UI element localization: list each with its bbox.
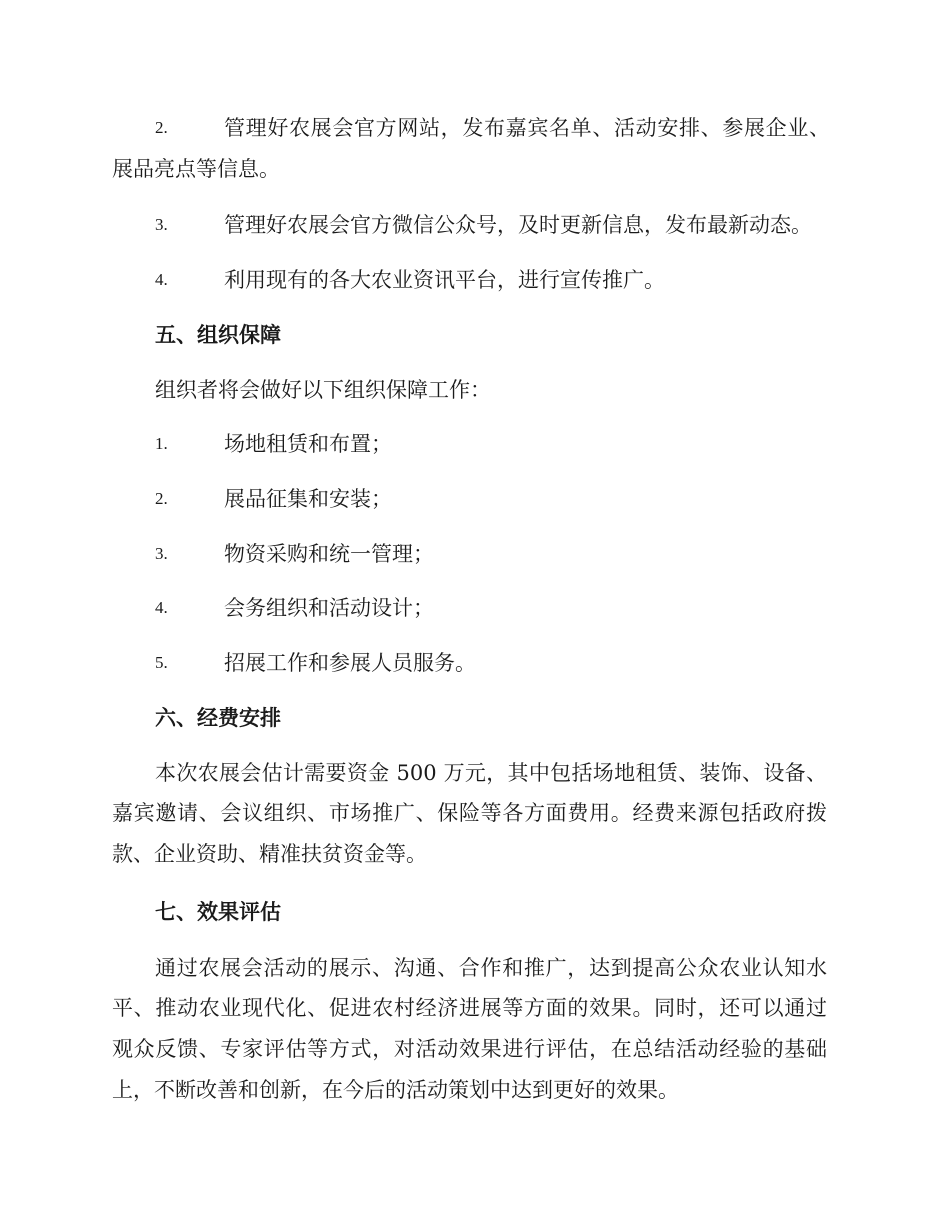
- list-item-number: 5.: [155, 653, 168, 672]
- list-item-number: 1.: [155, 434, 168, 453]
- section-heading: 七、效果评估: [155, 900, 281, 924]
- section-intro: 组织者将会做好以下组织保障工作：: [155, 378, 491, 402]
- list-item-text: 利用现有的各大农业资讯平台，进行宣传推广。: [224, 268, 665, 292]
- section-heading: 五、组织保障: [155, 323, 281, 347]
- paragraph-line: 平、推动农业现代化、促进农村经济进展等方面的效果。同时，还可以通过: [112, 996, 827, 1020]
- paragraph-line: 观众反馈、专家评估等方式，对活动效果进行评估，在总结活动经验的基础: [112, 1037, 827, 1061]
- paragraph-line: 款、企业资助、精准扶贫资金等。: [112, 842, 427, 866]
- paragraph-line: 嘉宾邀请、会议组织、市场推广、保险等各方面费用。经费来源包括政府拨: [112, 801, 827, 825]
- list-item-text: 场地租赁和布置；: [224, 432, 392, 456]
- paragraph-line: 通过农展会活动的展示、沟通、合作和推广，达到提高公众农业认知水: [155, 956, 827, 980]
- list-item-text: 物资采购和统一管理；: [224, 542, 434, 566]
- list-item-text-continuation: 展品亮点等信息。: [112, 157, 280, 181]
- section-heading: 六、经费安排: [155, 706, 281, 730]
- list-item-number: 3.: [155, 215, 168, 234]
- list-item-number: 4.: [155, 270, 168, 289]
- list-item-number: 4.: [155, 598, 168, 617]
- list-item-text: 会务组织和活动设计；: [224, 596, 434, 620]
- list-item-text: 展品征集和安装；: [224, 487, 392, 511]
- list-item-number: 2.: [155, 118, 168, 137]
- list-item-number: 2.: [155, 489, 168, 508]
- paragraph-line: 上，不断改善和创新，在今后的活动策划中达到更好的效果。: [112, 1078, 679, 1102]
- list-item-number: 3.: [155, 544, 168, 563]
- paragraph-line: 本次农展会估计需要资金 500 万元，其中包括场地租赁、装饰、设备、: [155, 761, 827, 785]
- list-item-text: 招展工作和参展人员服务。: [224, 651, 476, 675]
- list-item-text: 管理好农展会官方网站，发布嘉宾名单、活动安排、参展企业、: [224, 116, 830, 140]
- list-item-text: 管理好农展会官方微信公众号，及时更新信息，发布最新动态。: [224, 213, 812, 237]
